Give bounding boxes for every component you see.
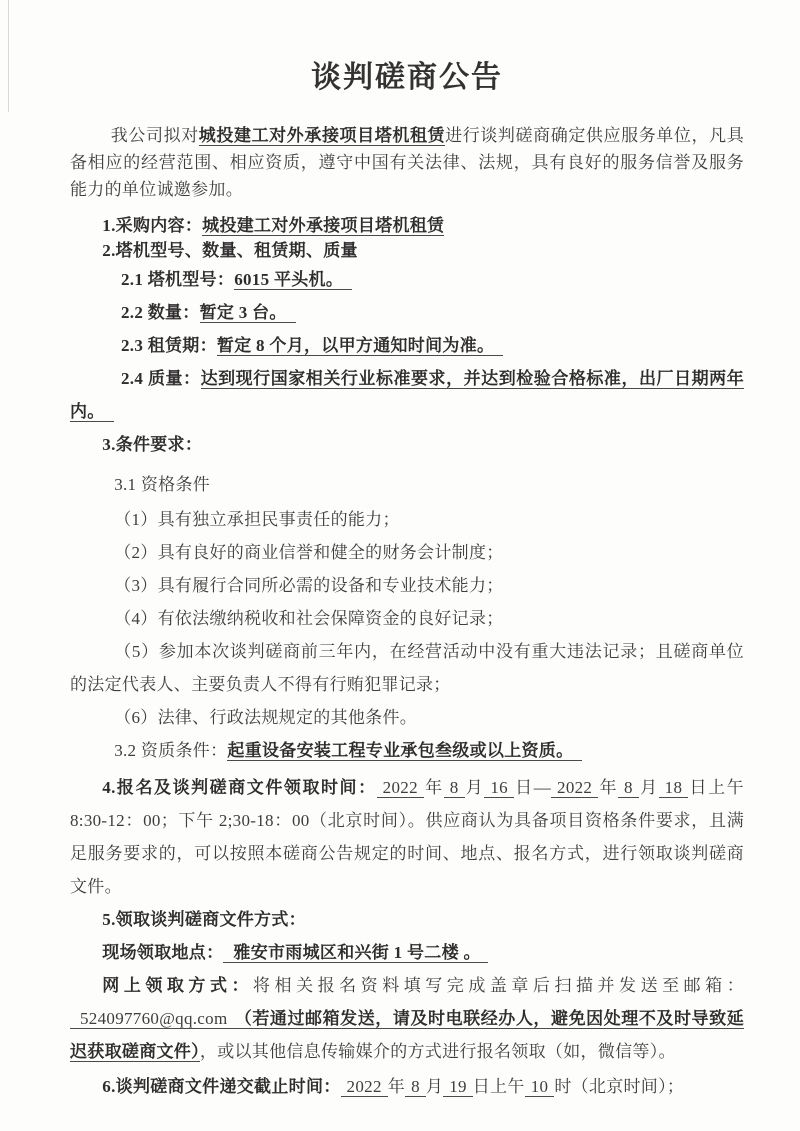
item-4-sep2: 月 (464, 778, 485, 797)
intro-post: 进行谈判磋商确定供应服务单位，凡具备相应的经营范围、相应资质，遵守中国有关法律、法规，具有良好的服务信誉及服务能力的单位诚邀参加。 (70, 126, 744, 199)
item-2-2-value: 暂定 3 台。 (200, 303, 296, 323)
item-4-day1: 16 (484, 778, 514, 798)
item-4-day2: 18 (659, 778, 689, 798)
item-3-label: 3.条件要求： (102, 435, 203, 454)
item-4-month2: 8 (618, 778, 639, 798)
item-2-3-value: 暂定 8 个月，以甲方通知时间为准。 (217, 336, 503, 356)
item-4-sep5: 月 (638, 778, 659, 797)
item-4-year1: 2022 (377, 778, 424, 798)
online-pickup-method (70, 969, 744, 1068)
item-2-4-label: 2.4 质量： (121, 369, 201, 388)
item-3-heading (70, 428, 744, 461)
item-2-3-lease-term (70, 329, 744, 362)
page-title: 谈判磋商公告 (311, 61, 503, 94)
item-3-1-label: 3.1 资格条件 (114, 475, 211, 494)
item-6-month: 8 (405, 1077, 426, 1097)
item-2-2-label: 2.2 数量： (121, 303, 200, 322)
qualification-item-3: （3）具有履行合同所必需的设备和专业技术能力； (114, 576, 504, 595)
item-5-heading (70, 903, 744, 936)
online-label: 网上领取方式： (102, 976, 254, 995)
qualification-item-5: （5）参加本次谈判磋商前三年内，在经营活动中没有重大违法记录；且磋商单位的法定代表人、主要负责人不得有行贿犯罪记录； (70, 642, 744, 694)
item-4-sep4: 年 (598, 778, 619, 797)
item-2-4-value: 达到现行国家相关行业标准要求，并达到检验合格标准，出厂日期两年内。 (70, 369, 744, 421)
online-desc: 将相关报名资料填写完成盖章后扫描并发送至邮箱： (253, 976, 744, 995)
item-3-1-heading (70, 468, 744, 501)
item-6-year: 2022 (341, 1077, 388, 1097)
item-6-day: 19 (443, 1077, 473, 1097)
item-1-purchase-content (70, 213, 744, 238)
item-6-sep2: 月 (425, 1077, 444, 1096)
item-5-label: 5.领取谈判磋商文件方式： (102, 910, 306, 929)
contact-email: 524097760@qq.com (70, 1009, 234, 1029)
item-2-1-value: 6015 平头机。 (234, 270, 352, 290)
item-6-label: 6.谈判磋商文件递交截止时间： (102, 1077, 341, 1096)
item-1-value: 城投建工对外承接项目塔机租赁 (202, 216, 445, 235)
item-6-submission-deadline (70, 1070, 744, 1103)
item-2-1-label: 2.1 塔机型号： (121, 270, 235, 289)
item-4-year2: 2022 (551, 778, 598, 798)
item-4-month1: 8 (444, 778, 465, 798)
item-1-label: 1.采购内容： (102, 216, 203, 235)
item-6-sep1: 年 (387, 1077, 406, 1096)
pickup-label: 现场领取地点： (102, 943, 224, 962)
qualification-item-6: （6）法律、行政法规规定的其他条件。 (114, 708, 418, 727)
item-2-1-tower-model (70, 263, 744, 296)
item-6-sep4: 时（北京时间）； (554, 1077, 685, 1096)
qualification-item-4: （4）有依法缴纳税收和社会保障资金的良好记录； (114, 609, 504, 628)
item-4-label: 4.报名及谈判磋商文件领取时间： (102, 778, 377, 797)
item-6-hour: 10 (525, 1077, 555, 1097)
item-3-2-label: 3.2 资质条件： (114, 741, 228, 760)
item-4-sep6: 日上午 (688, 778, 744, 797)
item-4-sep1: 年 (423, 778, 444, 797)
item-3-2-value: 起重设备安装工程专业承包叁级或以上资质。 (227, 741, 582, 761)
onsite-pickup-location (70, 936, 744, 969)
item-2-heading (70, 238, 744, 263)
qualification-item-2: （2）具有良好的商业信誉和健全的财务会计制度； (114, 543, 504, 562)
qualification-list (70, 503, 744, 734)
item-2-label: 2.塔机型号、数量、租赁期、质量 (102, 241, 358, 260)
item-3-2-credentials (70, 734, 744, 767)
project-name: 城投建工对外承接项目塔机租赁 (198, 126, 446, 145)
item-4-tail: 8:30-12：00；下午 2;30-18：00（北京时间）。供应商认为具备项目资格条件要求，且满足服务要求的，可以按照本磋商公告规定的时间、地点、报名方式，进行领取谈判磋商文件。 (70, 811, 744, 896)
online-tail: ，或以其他信息传输媒介的方式进行报名领取（如，微信等）。 (199, 1042, 676, 1061)
item-2-4-quality (70, 362, 744, 428)
pickup-address: 雅安市雨城区和兴街 1 号二楼 。 (223, 943, 487, 963)
scan-artifact-line (8, 0, 9, 112)
qualification-item-1: （1）具有独立承担民事责任的能力； (114, 510, 400, 529)
email-warning: （若通过邮箱发送，请及时电联经办人，避免因处理不及时导致延迟获取磋商文件） (70, 1009, 744, 1061)
item-2-2-quantity (70, 296, 744, 329)
item-6-sep3: 日上午 (472, 1077, 525, 1096)
intro-paragraph (70, 122, 744, 203)
item-2-3-label: 2.3 租赁期： (121, 336, 217, 355)
document-body (70, 0, 744, 1103)
intro-pre: 我公司拟对 (110, 126, 199, 145)
item-4-document-pickup-time (70, 771, 744, 903)
item-4-sep3: 日— (513, 778, 552, 797)
